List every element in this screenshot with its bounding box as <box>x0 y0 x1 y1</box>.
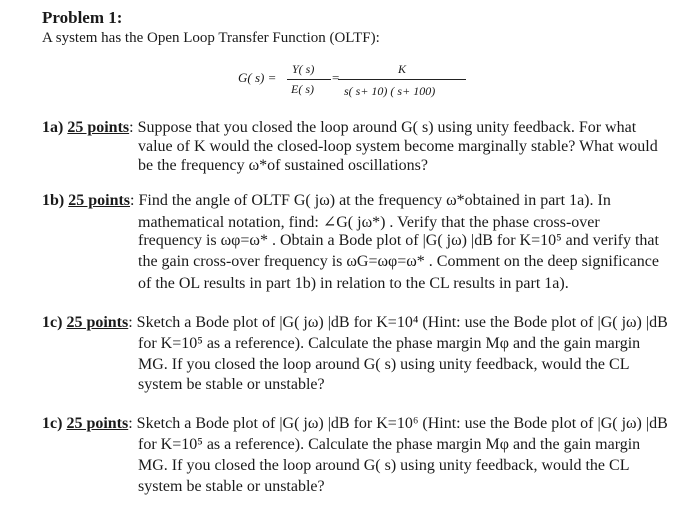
points-label: 25 points <box>67 119 130 136</box>
fraction2-numerator: K <box>398 62 407 76</box>
problem-title: Problem 1: <box>42 8 123 27</box>
fraction2-denominator: s( s+ 10) ( s+ 100) <box>344 84 436 98</box>
fraction2-bar <box>338 79 466 80</box>
part-label: 1a) <box>42 119 68 136</box>
equation-equals: = <box>332 70 340 85</box>
points-label: 25 points <box>68 192 131 209</box>
fraction1-bar <box>287 79 331 80</box>
part-1b-line-3: frequency is ωφ=ω* . Obtain a Bode plot of |G( jω) |dB for K=10⁵ and verify that <box>138 232 659 249</box>
equation-lhs: G( s) = <box>238 70 277 85</box>
part-1c2-line-1 <box>42 415 668 433</box>
part-label: 1b) <box>42 192 69 209</box>
part-1a-line-3: be the frequency ω*of sustained oscillations? <box>138 157 428 174</box>
part-1c-line-4: system be stable or unstable? <box>138 376 325 393</box>
part-1b-line-2: mathematical notation, find: ∠G( jω*) . Verify that the phase cross-over <box>138 214 600 231</box>
part-text: : Sketch a Bode plot of |G( jω) |dB for K=10⁶ (Hint: use the Bode plot of |G( jω) |dB <box>128 415 668 432</box>
part-text: : Sketch a Bode plot of |G( jω) |dB for K=10⁴ (Hint: use the Bode plot of |G( jω) |dB <box>128 314 668 331</box>
part-1b-line-1 <box>42 192 611 210</box>
part-1b-line-5: of the OL results in part 1b) in relation to the CL results in part 1a). <box>138 275 569 292</box>
part-1a-line-2: value of K would the closed-loop system become marginally stable? What would <box>138 138 658 155</box>
part-1c-line-1 <box>42 314 668 332</box>
part-1c2-line-2: for K=10⁵ as a reference). Calculate the phase margin Mφ and the gain margin <box>138 436 641 453</box>
part-1a-line-1 <box>42 119 636 137</box>
part-text: : Find the angle of OLTF G( jω) at the frequency ω*obtained in part 1a). In <box>130 192 611 209</box>
fraction1-numerator: Y( s) <box>292 62 315 76</box>
part-text: : Suppose that you closed the loop around G( s) using unity feedback. For what <box>129 119 637 136</box>
problem-intro: A system has the Open Loop Transfer Function (OLTF): <box>42 30 380 46</box>
part-1c2-line-3: MG. If you closed the loop around G( s) using unity feedback, would the CL <box>138 457 630 474</box>
fraction1-denominator: E( s) <box>291 82 314 96</box>
points-label: 25 points <box>66 415 129 432</box>
part-1c-line-2: for K=10⁵ as a reference). Calculate the phase margin Mφ and the gain margin <box>138 335 641 352</box>
points-label: 25 points <box>66 314 129 331</box>
part-1c-line-3: MG. If you closed the loop around G( s) using unity feedback, would the CL <box>138 356 630 373</box>
part-label: 1c) <box>42 415 67 432</box>
part-label: 1c) <box>42 314 67 331</box>
part-1b-line-4: the gain cross-over frequency is ωG=ωφ=ω* . Comment on the deep significance <box>138 253 659 270</box>
part-1c2-line-4: system be stable or unstable? <box>138 478 325 495</box>
